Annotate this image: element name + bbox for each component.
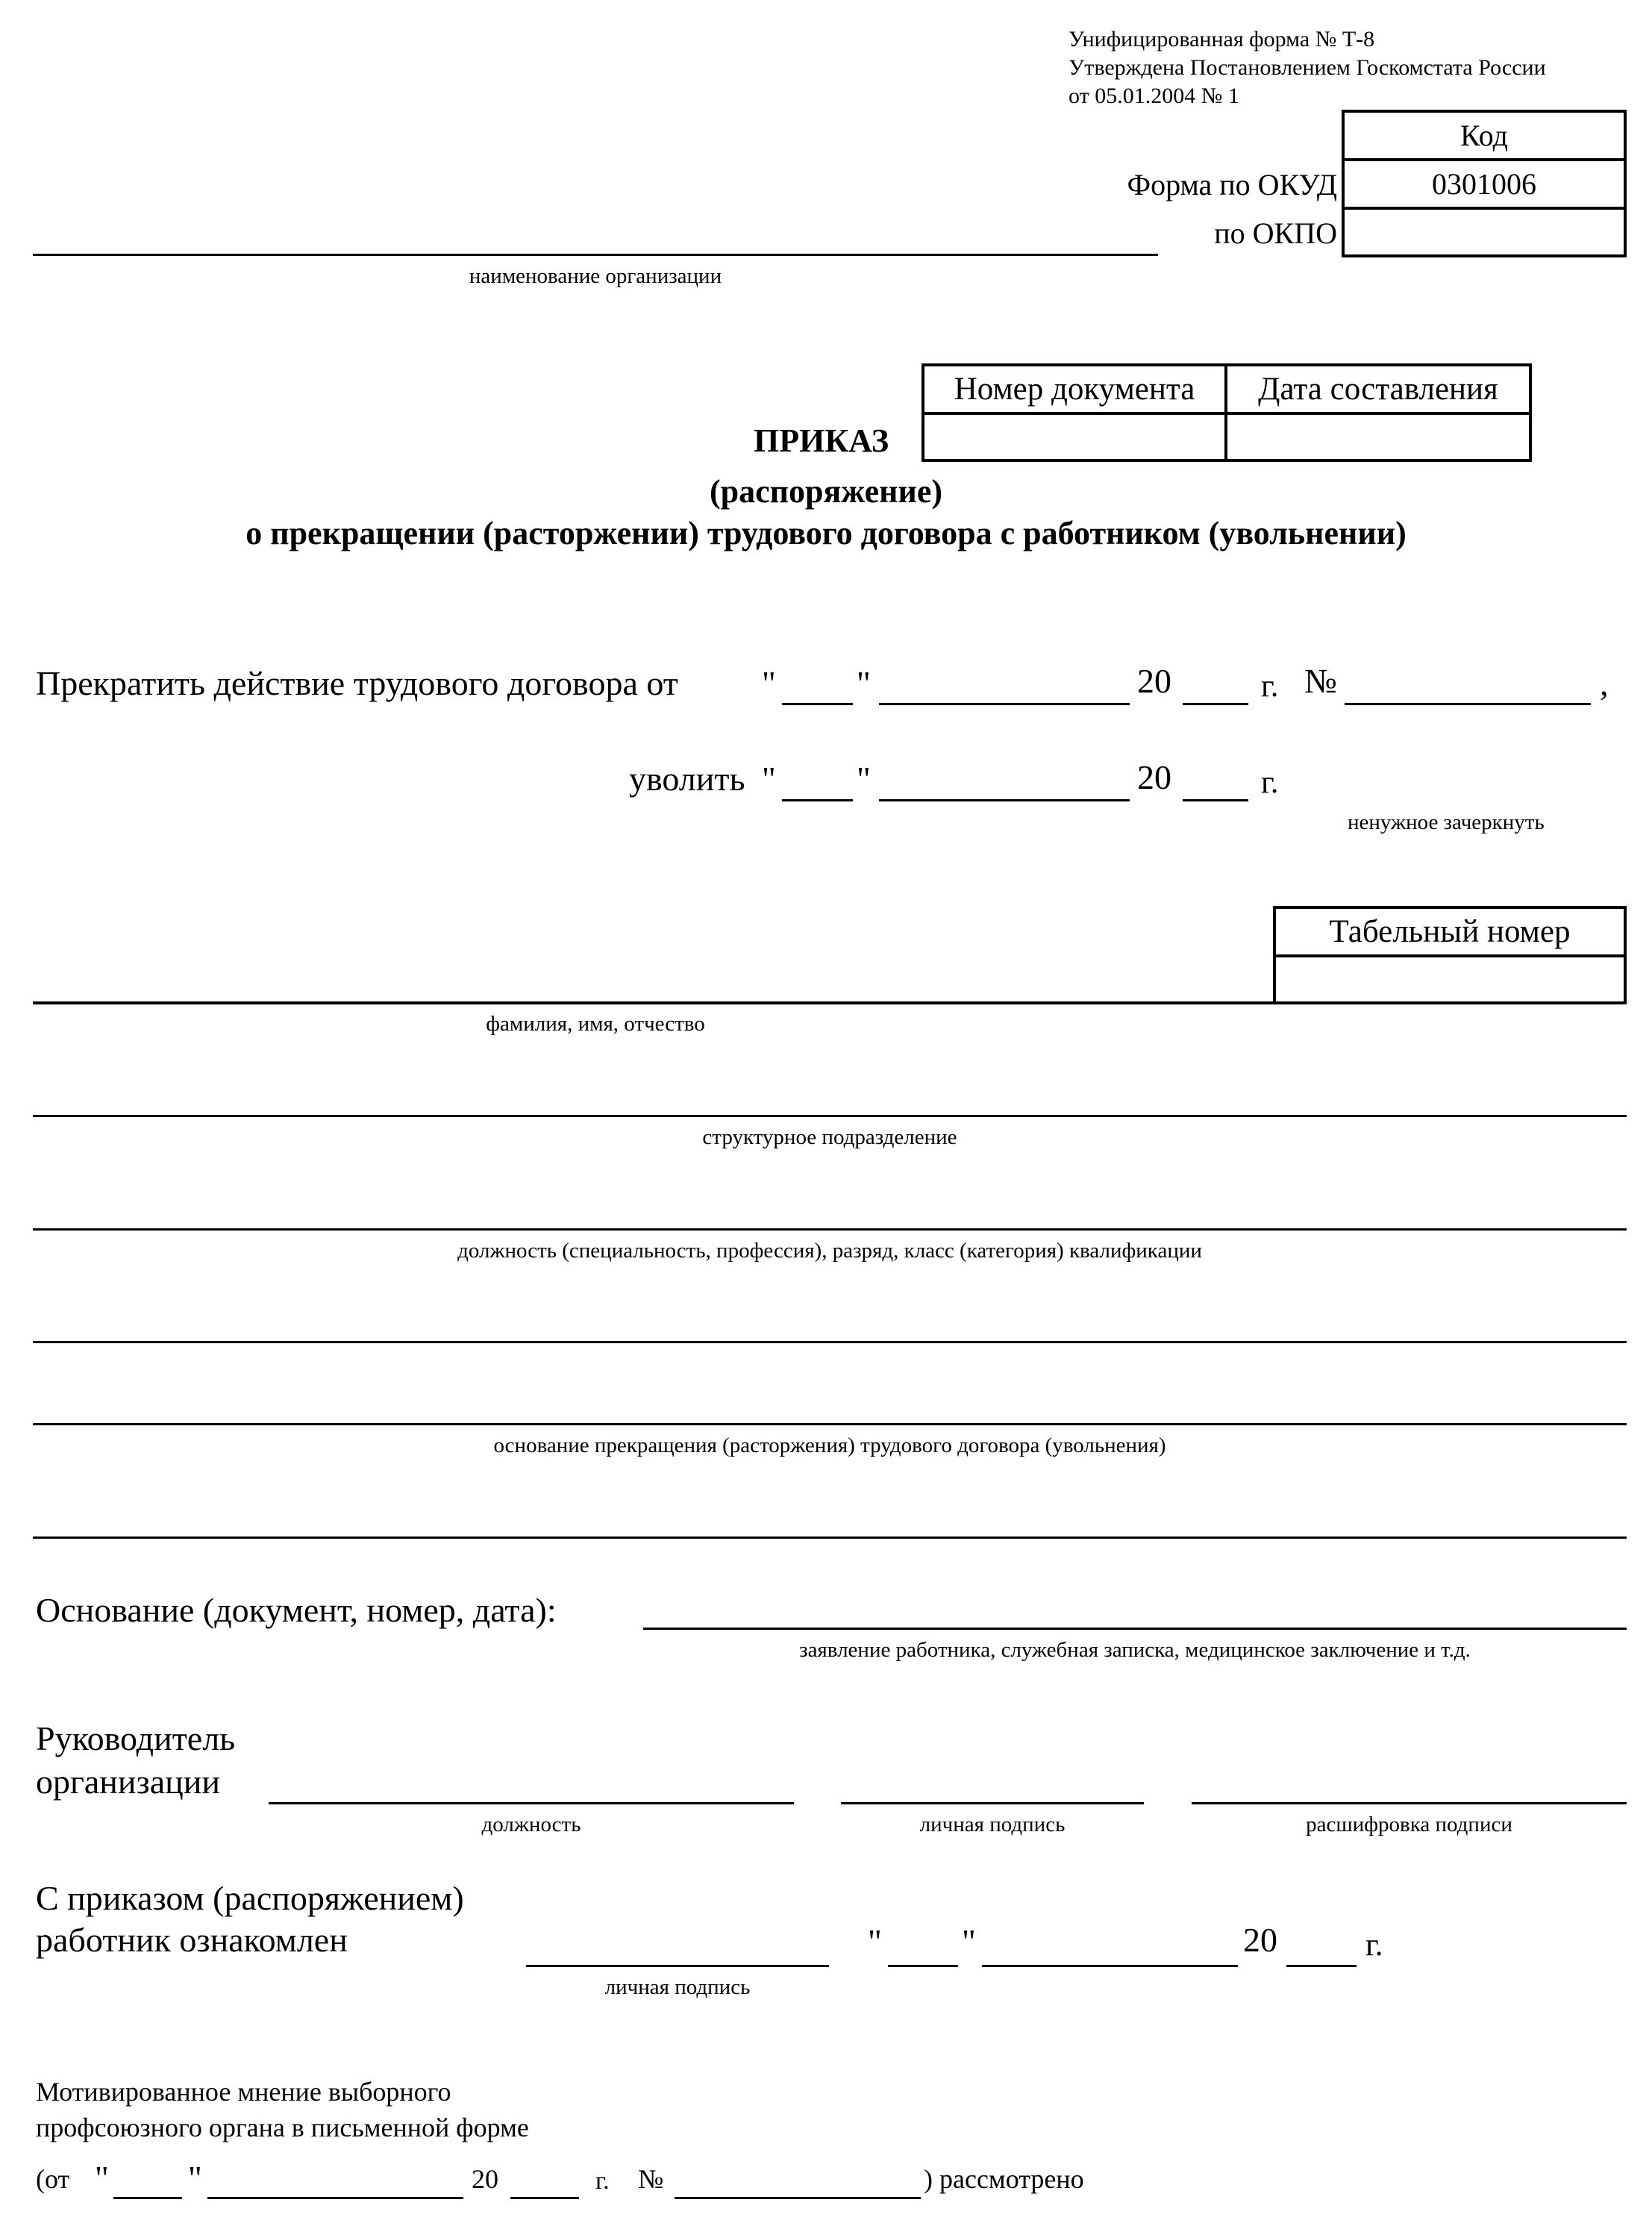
terminate-day-field[interactable] (782, 703, 853, 705)
position-caption: должность (специальность, профессия), разряд, класс (категория) квалификации (457, 1239, 1202, 1263)
organization-field[interactable] (33, 254, 1158, 256)
tab-number-field[interactable] (1276, 957, 1624, 1001)
termination-basis-field-1[interactable] (33, 1341, 1627, 1343)
head-label-line1: Руководитель (36, 1719, 236, 1757)
doc-number-field[interactable] (924, 415, 1224, 459)
form-number-line: Унифицированная форма № Т-8 (1069, 27, 1375, 51)
head-position-caption: должность (481, 1813, 581, 1836)
union-opinion-line2: профсоюзного органа в письменной форме (36, 2113, 529, 2142)
approval-date-line: от 05.01.2004 № 1 (1069, 84, 1239, 108)
union-year-field[interactable] (510, 2197, 579, 2199)
head-signature-decoding-field[interactable] (1192, 1802, 1627, 1804)
organization-caption: наименование организации (469, 264, 722, 288)
okud-code-value[interactable]: 0301006 (1432, 166, 1536, 201)
acquainted-label-line2: работник ознакомлен (36, 1921, 348, 1959)
union-day-field[interactable] (113, 2197, 182, 2199)
union-considered-suffix: ) рассмотрено (924, 2164, 1084, 2194)
code-header: Код (1460, 118, 1508, 152)
basis-document-caption: заявление работника, служебная записка, медицинское заключение и т.д. (799, 1638, 1471, 1662)
contract-number-field[interactable] (1345, 703, 1591, 705)
terminate-month-field[interactable] (879, 703, 1130, 705)
dismiss-day-field[interactable] (782, 799, 853, 801)
basis-document-label: Основание (документ, номер, дата): (36, 1591, 557, 1629)
order-title: ПРИКАЗ (754, 422, 889, 459)
strike-unneeded-note: ненужное зачеркнуть (1348, 810, 1545, 834)
position-field[interactable] (33, 1228, 1627, 1231)
acquainted-year-field[interactable] (1286, 1965, 1357, 1967)
fio-caption: фамилия, имя, отчество (486, 1012, 705, 1036)
dismiss-year-field[interactable] (1183, 799, 1248, 801)
head-label-line2: организации (36, 1763, 220, 1801)
termination-basis-field-2[interactable] (33, 1423, 1627, 1425)
department-field[interactable] (33, 1115, 1627, 1117)
okpo-code-field[interactable] (1342, 210, 1627, 254)
union-month-field[interactable] (207, 2197, 463, 2199)
employee-signature-field[interactable] (526, 1965, 829, 1967)
acquainted-label-line1: С приказом (распоряжением) (36, 1879, 464, 1917)
t8-order-form: Унифицированная форма № Т-8 Утверждена Постановлением Госкомстата России от 05.01.2004 № 1 Код 0301006 Форма по ОКУД по ОКПО наименование организации Номер документа Дата составления ПРИКАЗ (распоряжение) о прекращении (расторжении) трудового договора с работником (увольнении) Прекратить действие трудового договора от " " 20 г. № , уволить " " 20 г. ненужное зачеркнуть Табельный номер фамилия, имя, отчество структурное подразделение должность (специальность, профессия), разряд, класс (категория) квалификации основание прекращения (расторжения) трудового договора (увольнения) Основание (документ, номер, дата): заявление работника, служебная записка, медицинское заключение и т.д. Руководитель организации должность личная подпись расшифровка подписи С приказом (распоряжением) работник ознакомлен личная подпись " " 20 г. Мотивированное мнение выборного профсоюзного органа в письменной форме (от " " 20 г. № ) рассмотрено (0, 0, 1652, 2229)
dismiss-month-field[interactable] (879, 799, 1130, 801)
doc-date-header: Дата составления (1258, 372, 1498, 407)
approval-line: Утверждена Постановлением Госкомстата России (1069, 55, 1546, 80)
acquainted-day-field[interactable] (888, 1965, 958, 1967)
termination-basis-field-3[interactable] (33, 1536, 1627, 1539)
head-position-field[interactable] (269, 1802, 794, 1804)
head-signature-field[interactable] (841, 1802, 1144, 1804)
doc-date-field[interactable] (1227, 415, 1529, 459)
employee-signature-caption: личная подпись (604, 1975, 751, 1999)
terminate-label: Прекратить действие трудового договора от (36, 664, 678, 702)
department-caption: структурное подразделение (702, 1125, 957, 1149)
union-opinion-line1: Мотивированное мнение выборного (36, 2077, 451, 2107)
head-signature-decoding-caption: расшифровка подписи (1306, 1813, 1512, 1836)
dismiss-label: уволить (629, 760, 745, 798)
union-number-field[interactable] (675, 2197, 921, 2199)
basis-document-field[interactable] (643, 1628, 1627, 1630)
okud-label: Форма по ОКУД (1127, 168, 1337, 201)
okpo-label: по ОКПО (1214, 216, 1337, 250)
acquainted-month-field[interactable] (982, 1965, 1238, 1967)
fio-field[interactable] (33, 1001, 1627, 1004)
order-subject: о прекращении (расторжении) трудового договора с работником (увольнении) (245, 515, 1407, 551)
doc-number-header: Номер документа (954, 372, 1195, 407)
order-subtitle: (распоряжение) (709, 473, 943, 510)
terminate-year-field[interactable] (1183, 703, 1248, 705)
termination-basis-caption: основание прекращения (расторжения) трудового договора (увольнения) (493, 1434, 1166, 1457)
tab-number-header: Табельный номер (1329, 914, 1571, 949)
head-signature-caption: личная подпись (919, 1813, 1066, 1836)
